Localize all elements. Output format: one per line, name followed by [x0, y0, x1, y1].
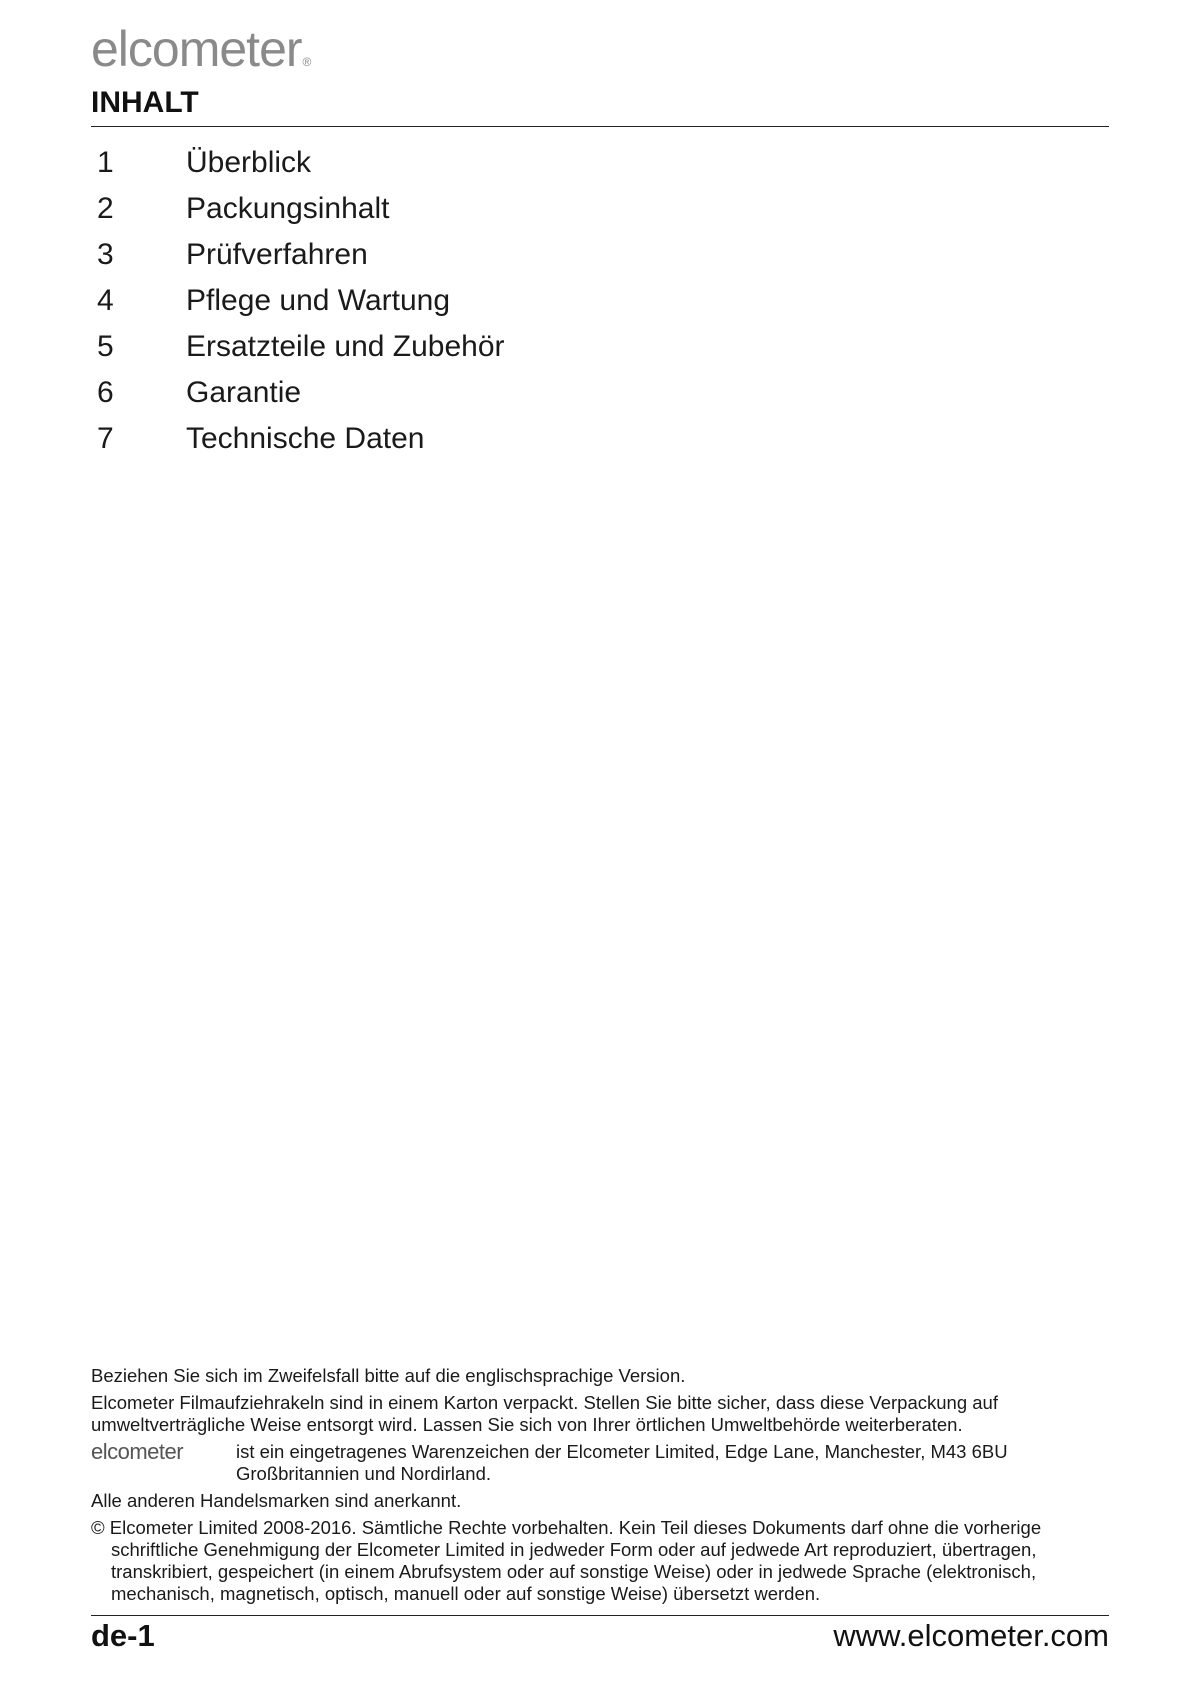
- toc-number: 2: [97, 192, 114, 225]
- toc-item-4[interactable]: [91, 278, 991, 324]
- toc-title: Ersatzteile und Zubehör: [186, 330, 505, 363]
- toc-number: 3: [97, 238, 114, 271]
- toc-item-2[interactable]: [91, 186, 991, 232]
- toc-item-1[interactable]: [91, 140, 991, 186]
- toc-number: 4: [97, 284, 114, 317]
- toc-item-7[interactable]: [91, 416, 991, 462]
- registered-mark: ®: [302, 55, 311, 69]
- trademark-text: ist ein eingetragenes Warenzeichen der Elcometer Limited, Edge Lane, Manchester, M43 6BU Großbritannien und Nordirland.: [236, 1441, 1008, 1484]
- header-divider: [91, 126, 1109, 127]
- toc-number: 6: [97, 376, 114, 409]
- toc-title: Überblick: [186, 146, 312, 179]
- website-link[interactable]: www.elcometer.com: [833, 1618, 1109, 1653]
- elcometer-logo: elcometer®: [91, 21, 311, 77]
- toc-title: Garantie: [186, 376, 302, 409]
- toc-item-5[interactable]: [91, 324, 991, 370]
- toc-number: 7: [97, 422, 114, 455]
- toc-title: Prüfverfahren: [186, 238, 368, 271]
- legal-notes: [91, 1365, 1111, 1610]
- toc-item-6[interactable]: [91, 370, 991, 416]
- footer-divider: [91, 1615, 1109, 1616]
- table-of-contents: [91, 140, 991, 462]
- toc-number: 1: [97, 146, 114, 179]
- toc-item-3[interactable]: [91, 232, 991, 278]
- copyright-note: © Elcometer Limited 2008-2016. Sämtliche Rechte vorbehalten. Kein Teil dieses Dokuments darf ohne die vorherige schriftliche Genehmigung der Elcometer Limited in jedweder Form oder auf jedwede Art reproduziert, übertragen, transkribiert, gespeichert (in einem Abrufsystem oder auf sonstige Weise) oder in jedwede Sprache (elektronisch, mechanisch, magnetisch, optisch, manuell oder auf sonstige Weise) übersetzt werden.: [91, 1517, 1042, 1604]
- language-note: Beziehen Sie sich im Zweifelsfall bitte auf die englischsprachige Version.: [91, 1365, 686, 1386]
- toc-title: Pflege und Wartung: [186, 284, 451, 317]
- page-number: de-1: [91, 1618, 155, 1653]
- elcometer-small-logo: elcometer: [91, 1439, 184, 1464]
- toc-number: 5: [97, 330, 114, 363]
- toc-title: Packungsinhalt: [186, 192, 390, 225]
- packaging-note: Elcometer Filmaufziehrakeln sind in einem Karton verpackt. Stellen Sie bitte sicher, dass diese Verpackung auf umweltverträgliche Weise entsorgt wird. Lassen Sie sich von Ihrer örtlichen Umweltbehörde weiterberaten.: [91, 1392, 998, 1435]
- toc-title: Technische Daten: [186, 422, 425, 455]
- trademark-note: [91, 1441, 1111, 1485]
- page-title: INHALT: [91, 86, 199, 119]
- other-trademarks-note: Alle anderen Handelsmarken sind anerkannt.: [91, 1490, 462, 1511]
